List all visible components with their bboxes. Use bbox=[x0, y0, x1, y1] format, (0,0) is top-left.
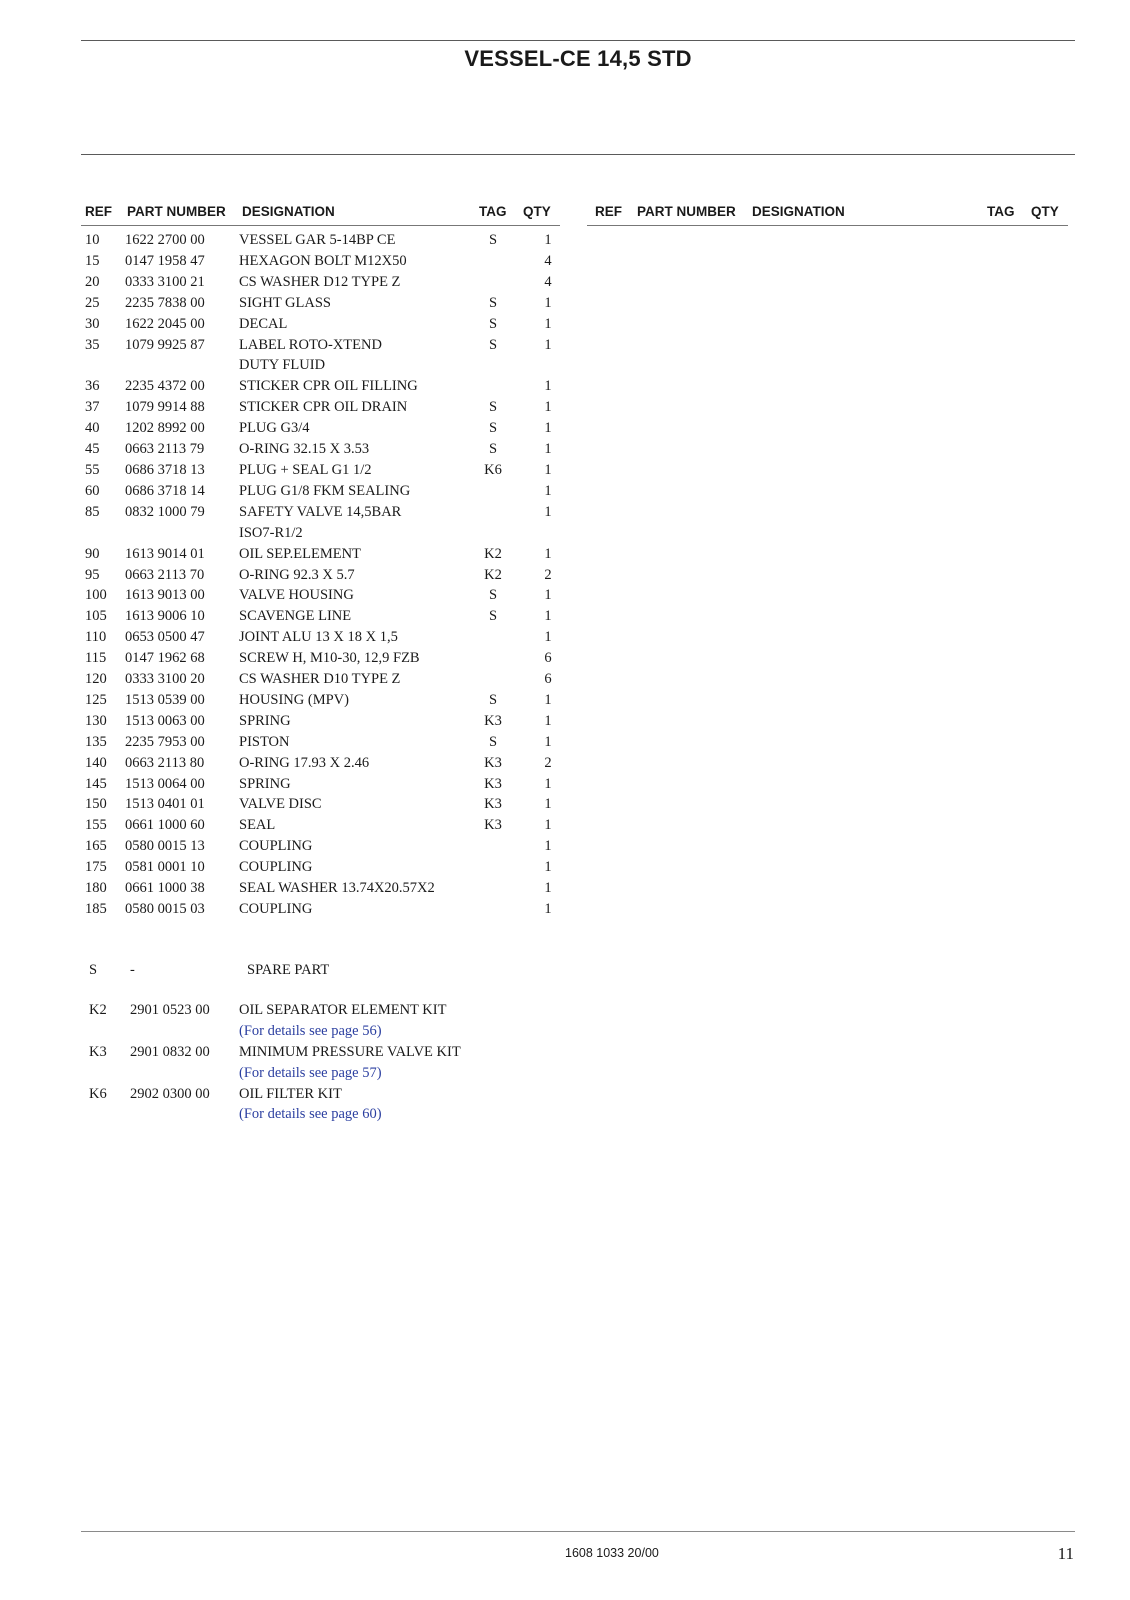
qty-cell: 1 bbox=[544, 294, 552, 311]
part-number-cell: 0580 0015 13 bbox=[125, 838, 205, 855]
legend-label: SPARE PART bbox=[247, 962, 330, 978]
qty-cell: 1 bbox=[544, 482, 552, 499]
tag-cell: S bbox=[488, 733, 498, 750]
part-number-cell: 0147 1958 47 bbox=[125, 252, 205, 269]
ref-cell: 150 bbox=[85, 796, 107, 813]
designation-line: COUPLING bbox=[239, 859, 313, 876]
tag-cell: S bbox=[488, 587, 498, 604]
ref-cell: 15 bbox=[85, 252, 100, 269]
qty-cell: 6 bbox=[544, 671, 552, 688]
designation-cell bbox=[239, 314, 479, 335]
tag-cell: S bbox=[488, 294, 498, 311]
ref-cell: 10 bbox=[85, 232, 100, 248]
header-part-number: PART NUMBER bbox=[127, 204, 226, 219]
designation-cell bbox=[239, 836, 479, 857]
ref-cell: 180 bbox=[85, 880, 107, 897]
header-rule bbox=[81, 154, 1075, 155]
qty-cell: 1 bbox=[544, 336, 552, 353]
qty-cell: 1 bbox=[544, 901, 552, 917]
designation-line: HEXAGON BOLT M12X50 bbox=[239, 252, 407, 269]
table-header-left bbox=[81, 201, 560, 226]
designation-line: PLUG + SEAL G1 1/2 bbox=[239, 461, 372, 478]
qty-cell: 1 bbox=[544, 796, 552, 813]
designation-line: SEAL bbox=[239, 817, 276, 834]
designation-cell bbox=[239, 794, 479, 815]
legend-spare-part bbox=[81, 960, 561, 981]
part-number-cell: 0580 0015 03 bbox=[125, 901, 205, 917]
designation-cell bbox=[239, 230, 479, 251]
part-number-cell: 1613 9013 00 bbox=[125, 587, 205, 604]
designation-line: PLUG G3/4 bbox=[239, 420, 310, 437]
qty-cell: 1 bbox=[544, 378, 552, 395]
designation-cell bbox=[239, 502, 479, 544]
page-reference-link[interactable]: (For details see page 60) bbox=[239, 1106, 382, 1123]
header-designation: DESIGNATION bbox=[752, 204, 845, 219]
ref-cell: 125 bbox=[85, 691, 107, 708]
tag-cell: S bbox=[488, 315, 498, 332]
designation-cell bbox=[239, 732, 479, 753]
qty-cell: 6 bbox=[544, 650, 552, 667]
part-number-cell: 0147 1962 68 bbox=[125, 650, 205, 667]
part-number-cell: 1079 9914 88 bbox=[125, 399, 205, 416]
table-row bbox=[81, 251, 560, 272]
designation-cell bbox=[239, 251, 479, 272]
designation-line: OIL SEP.ELEMENT bbox=[239, 545, 361, 562]
table-row bbox=[81, 774, 560, 795]
designation-line: SAFETY VALVE 14,5BAR bbox=[239, 503, 402, 520]
designation-line: VALVE HOUSING bbox=[239, 587, 354, 604]
part-number-cell: 0661 1000 60 bbox=[125, 817, 205, 834]
part-number-cell: 0686 3718 14 bbox=[125, 482, 205, 499]
part-number-cell: 1513 0401 01 bbox=[125, 796, 205, 813]
legend-kit-k6 bbox=[81, 1084, 561, 1126]
designation-cell bbox=[239, 774, 479, 795]
part-number-cell: 1622 2045 00 bbox=[125, 315, 205, 332]
tag-cell: K3 bbox=[484, 754, 502, 771]
qty-cell: 1 bbox=[544, 733, 552, 750]
designation-line: CS WASHER D10 TYPE Z bbox=[239, 671, 401, 688]
page-title: VESSEL-CE 14,5 STD bbox=[464, 46, 692, 71]
legend-code: K3 bbox=[89, 1043, 107, 1060]
tag-cell: S bbox=[488, 336, 498, 353]
header-tag: TAG bbox=[479, 204, 507, 219]
legend-part-number: 2902 0300 00 bbox=[130, 1085, 210, 1102]
table-row bbox=[81, 397, 560, 418]
designation-cell bbox=[239, 272, 479, 293]
table-row bbox=[81, 314, 560, 335]
part-number-cell: 2235 4372 00 bbox=[125, 378, 205, 395]
table-row bbox=[81, 690, 560, 711]
designation-line: HOUSING (MPV) bbox=[239, 691, 349, 708]
qty-cell: 1 bbox=[544, 880, 552, 897]
ref-cell: 140 bbox=[85, 754, 107, 771]
qty-cell: 1 bbox=[544, 587, 552, 604]
designation-line: PISTON bbox=[239, 733, 290, 750]
qty-cell: 4 bbox=[544, 252, 552, 269]
designation-line: SEAL WASHER 13.74X20.57X2 bbox=[239, 880, 435, 897]
qty-cell: 1 bbox=[544, 629, 552, 646]
tag-cell: K3 bbox=[484, 817, 502, 834]
part-number-cell: 1613 9014 01 bbox=[125, 545, 205, 562]
designation-cell bbox=[239, 753, 479, 774]
qty-cell: 4 bbox=[544, 273, 552, 290]
ref-cell: 105 bbox=[85, 608, 107, 625]
qty-cell: 1 bbox=[544, 399, 552, 416]
table-row bbox=[81, 481, 560, 502]
ref-cell: 165 bbox=[85, 838, 107, 855]
ref-cell: 40 bbox=[85, 420, 100, 437]
tag-cell: S bbox=[488, 441, 498, 458]
designation-line: STICKER CPR OIL DRAIN bbox=[239, 399, 408, 416]
document-number: 1608 1033 20/00 bbox=[565, 1546, 659, 1560]
table-row bbox=[81, 544, 560, 565]
legend-part-number: 2901 0832 00 bbox=[130, 1043, 210, 1060]
tag-cell: S bbox=[488, 399, 498, 416]
table-row bbox=[81, 335, 560, 377]
top-rule bbox=[81, 40, 1075, 41]
tag-cell: K6 bbox=[484, 461, 502, 478]
designation-cell bbox=[239, 565, 479, 586]
designation-line: O-RING 17.93 X 2.46 bbox=[239, 754, 370, 771]
table-row bbox=[81, 293, 560, 314]
part-number-cell: 1513 0063 00 bbox=[125, 712, 205, 729]
designation-line: VESSEL GAR 5-14BP CE bbox=[239, 232, 396, 248]
designation-cell bbox=[239, 711, 479, 732]
ref-cell: 85 bbox=[85, 503, 100, 520]
part-number-cell: 0333 3100 21 bbox=[125, 273, 205, 290]
designation-cell bbox=[239, 606, 479, 627]
legend-code: S bbox=[89, 962, 98, 978]
table-row bbox=[81, 857, 560, 878]
designation-cell bbox=[239, 460, 479, 481]
designation-line: SCREW H, M10-30, 12,9 FZB bbox=[239, 650, 420, 667]
part-number-cell: 0663 2113 79 bbox=[125, 441, 205, 458]
ref-cell: 37 bbox=[85, 399, 100, 416]
designation-cell bbox=[239, 376, 479, 397]
table-row bbox=[81, 878, 560, 899]
table-row bbox=[81, 460, 560, 481]
table-row bbox=[81, 585, 560, 606]
ref-cell: 45 bbox=[85, 441, 100, 458]
ref-cell: 20 bbox=[85, 273, 100, 290]
designation-cell bbox=[239, 648, 479, 669]
designation-cell bbox=[239, 418, 479, 439]
legend-label: OIL FILTER KIT bbox=[239, 1085, 342, 1102]
part-number-cell: 0663 2113 80 bbox=[125, 754, 205, 771]
tag-cell: S bbox=[488, 232, 498, 248]
ref-cell: 115 bbox=[85, 650, 107, 667]
table-row bbox=[81, 836, 560, 857]
designation-cell bbox=[239, 690, 479, 711]
ref-cell: 155 bbox=[85, 817, 107, 834]
table-row bbox=[81, 418, 560, 439]
tag-cell: K3 bbox=[484, 712, 502, 729]
ref-cell: 145 bbox=[85, 775, 107, 792]
tag-cell: S bbox=[488, 608, 498, 625]
designation-line: O-RING 32.15 X 3.53 bbox=[239, 441, 370, 458]
table-row bbox=[81, 502, 560, 544]
ref-cell: 55 bbox=[85, 461, 100, 478]
designation-cell bbox=[239, 481, 479, 502]
legend-code: K6 bbox=[89, 1085, 107, 1102]
ref-cell: 185 bbox=[85, 901, 107, 917]
designation-line: SCAVENGE LINE bbox=[239, 608, 352, 625]
designation-line: SPRING bbox=[239, 775, 291, 792]
tag-cell: K3 bbox=[484, 775, 502, 792]
qty-cell: 1 bbox=[544, 691, 552, 708]
designation-cell bbox=[239, 815, 479, 836]
table-row bbox=[81, 794, 560, 815]
designation-cell bbox=[239, 857, 479, 878]
legend-dash: - bbox=[130, 962, 135, 978]
header-qty: QTY bbox=[1031, 204, 1059, 219]
ref-cell: 120 bbox=[85, 671, 107, 688]
table-row bbox=[81, 272, 560, 293]
designation-line: DECAL bbox=[239, 315, 288, 332]
legend-code: K2 bbox=[89, 1001, 107, 1018]
part-number-cell: 0661 1000 38 bbox=[125, 880, 205, 897]
ref-cell: 60 bbox=[85, 482, 100, 499]
designation-cell bbox=[239, 293, 479, 314]
part-number-cell: 1513 0064 00 bbox=[125, 775, 205, 792]
part-number-cell: 1513 0539 00 bbox=[125, 691, 205, 708]
designation-line: COUPLING bbox=[239, 901, 313, 917]
table-row bbox=[81, 230, 560, 251]
part-number-cell: 1622 2700 00 bbox=[125, 232, 205, 248]
designation-cell bbox=[239, 335, 479, 377]
ref-cell: 110 bbox=[85, 629, 107, 646]
qty-cell: 1 bbox=[544, 608, 552, 625]
qty-cell: 1 bbox=[544, 859, 552, 876]
header-part-number: PART NUMBER bbox=[637, 204, 736, 219]
qty-cell: 1 bbox=[544, 441, 552, 458]
legend-label: OIL SEPARATOR ELEMENT KIT bbox=[239, 1001, 447, 1018]
legend-label: MINIMUM PRESSURE VALVE KIT bbox=[239, 1043, 461, 1060]
table-row bbox=[81, 439, 560, 460]
table-row bbox=[81, 565, 560, 586]
part-number-cell: 1079 9925 87 bbox=[125, 336, 205, 353]
designation-line: STICKER CPR OIL FILLING bbox=[239, 378, 418, 395]
part-number-cell: 0581 0001 10 bbox=[125, 859, 205, 876]
table-row bbox=[81, 606, 560, 627]
ref-cell: 25 bbox=[85, 294, 100, 311]
table-row bbox=[81, 627, 560, 648]
qty-cell: 1 bbox=[544, 315, 552, 332]
page-reference-link[interactable]: (For details see page 57) bbox=[239, 1064, 382, 1081]
designation-line: COUPLING bbox=[239, 838, 313, 855]
designation-line: SIGHT GLASS bbox=[239, 294, 331, 311]
part-number-cell: 0653 0500 47 bbox=[125, 629, 205, 646]
ref-cell: 100 bbox=[85, 587, 107, 604]
ref-cell: 90 bbox=[85, 545, 100, 562]
part-number-cell: 0832 1000 79 bbox=[125, 503, 205, 520]
header-designation: DESIGNATION bbox=[242, 204, 335, 219]
tag-cell: K3 bbox=[484, 796, 502, 813]
tag-legend bbox=[81, 960, 561, 1125]
header-qty: QTY bbox=[523, 204, 551, 219]
qty-cell: 1 bbox=[544, 545, 552, 562]
tag-cell: K2 bbox=[484, 566, 502, 583]
designation-line: JOINT ALU 13 X 18 X 1,5 bbox=[239, 629, 398, 646]
qty-cell: 1 bbox=[544, 461, 552, 478]
table-row bbox=[81, 899, 560, 920]
designation-line: DUTY FLUID bbox=[239, 357, 326, 374]
qty-cell: 1 bbox=[544, 838, 552, 855]
ref-cell: 135 bbox=[85, 733, 107, 750]
table-row bbox=[81, 669, 560, 690]
part-number-cell: 2235 7953 00 bbox=[125, 733, 205, 750]
designation-cell bbox=[239, 585, 479, 606]
table-row bbox=[81, 753, 560, 774]
header-tag: TAG bbox=[987, 204, 1015, 219]
header-ref: REF bbox=[595, 204, 622, 219]
qty-cell: 1 bbox=[544, 232, 552, 248]
legend-kit-k3 bbox=[81, 1042, 561, 1084]
table-row bbox=[81, 648, 560, 669]
designation-line: CS WASHER D12 TYPE Z bbox=[239, 273, 401, 290]
ref-cell: 30 bbox=[85, 315, 100, 332]
ref-cell: 95 bbox=[85, 566, 100, 583]
table-row bbox=[81, 732, 560, 753]
part-number-cell: 0333 3100 20 bbox=[125, 671, 205, 688]
legend-part-number: 2901 0523 00 bbox=[130, 1001, 210, 1018]
qty-cell: 1 bbox=[544, 503, 552, 520]
qty-cell: 1 bbox=[544, 712, 552, 729]
designation-cell bbox=[239, 397, 479, 418]
qty-cell: 1 bbox=[544, 775, 552, 792]
qty-cell: 1 bbox=[544, 817, 552, 834]
tag-cell: K2 bbox=[484, 545, 502, 562]
qty-cell: 2 bbox=[544, 754, 552, 771]
ref-cell: 36 bbox=[85, 378, 100, 395]
designation-line: VALVE DISC bbox=[239, 796, 322, 813]
designation-line: O-RING 92.3 X 5.7 bbox=[239, 566, 355, 583]
table-row bbox=[81, 376, 560, 397]
part-number-cell: 1613 9006 10 bbox=[125, 608, 205, 625]
designation-line: SPRING bbox=[239, 712, 291, 729]
part-number-cell: 0686 3718 13 bbox=[125, 461, 205, 478]
part-number-cell: 2235 7838 00 bbox=[125, 294, 205, 311]
legend-kit-k2 bbox=[81, 1000, 561, 1042]
designation-cell bbox=[239, 899, 479, 920]
designation-cell bbox=[239, 669, 479, 690]
parts-list bbox=[81, 230, 560, 920]
ref-cell: 175 bbox=[85, 859, 107, 876]
designation-cell bbox=[239, 878, 479, 899]
qty-cell: 1 bbox=[544, 420, 552, 437]
page-number: 11 bbox=[1057, 1544, 1074, 1563]
table-header-right bbox=[587, 201, 1068, 226]
part-number-cell: 0663 2113 70 bbox=[125, 566, 205, 583]
qty-cell: 2 bbox=[544, 566, 552, 583]
footer-rule bbox=[81, 1531, 1075, 1532]
header-ref: REF bbox=[85, 204, 112, 219]
designation-line: ISO7-R1/2 bbox=[239, 524, 303, 541]
ref-cell: 35 bbox=[85, 336, 100, 353]
designation-line: LABEL ROTO-XTEND bbox=[239, 336, 382, 353]
table-row bbox=[81, 815, 560, 836]
part-number-cell: 1202 8992 00 bbox=[125, 420, 205, 437]
designation-cell bbox=[239, 544, 479, 565]
page-reference-link[interactable]: (For details see page 56) bbox=[239, 1022, 382, 1039]
tag-cell: S bbox=[488, 691, 498, 708]
designation-cell bbox=[239, 439, 479, 460]
table-row bbox=[81, 711, 560, 732]
ref-cell: 130 bbox=[85, 712, 107, 729]
tag-cell: S bbox=[488, 420, 498, 437]
designation-cell bbox=[239, 627, 479, 648]
designation-line: PLUG G1/8 FKM SEALING bbox=[239, 482, 411, 499]
